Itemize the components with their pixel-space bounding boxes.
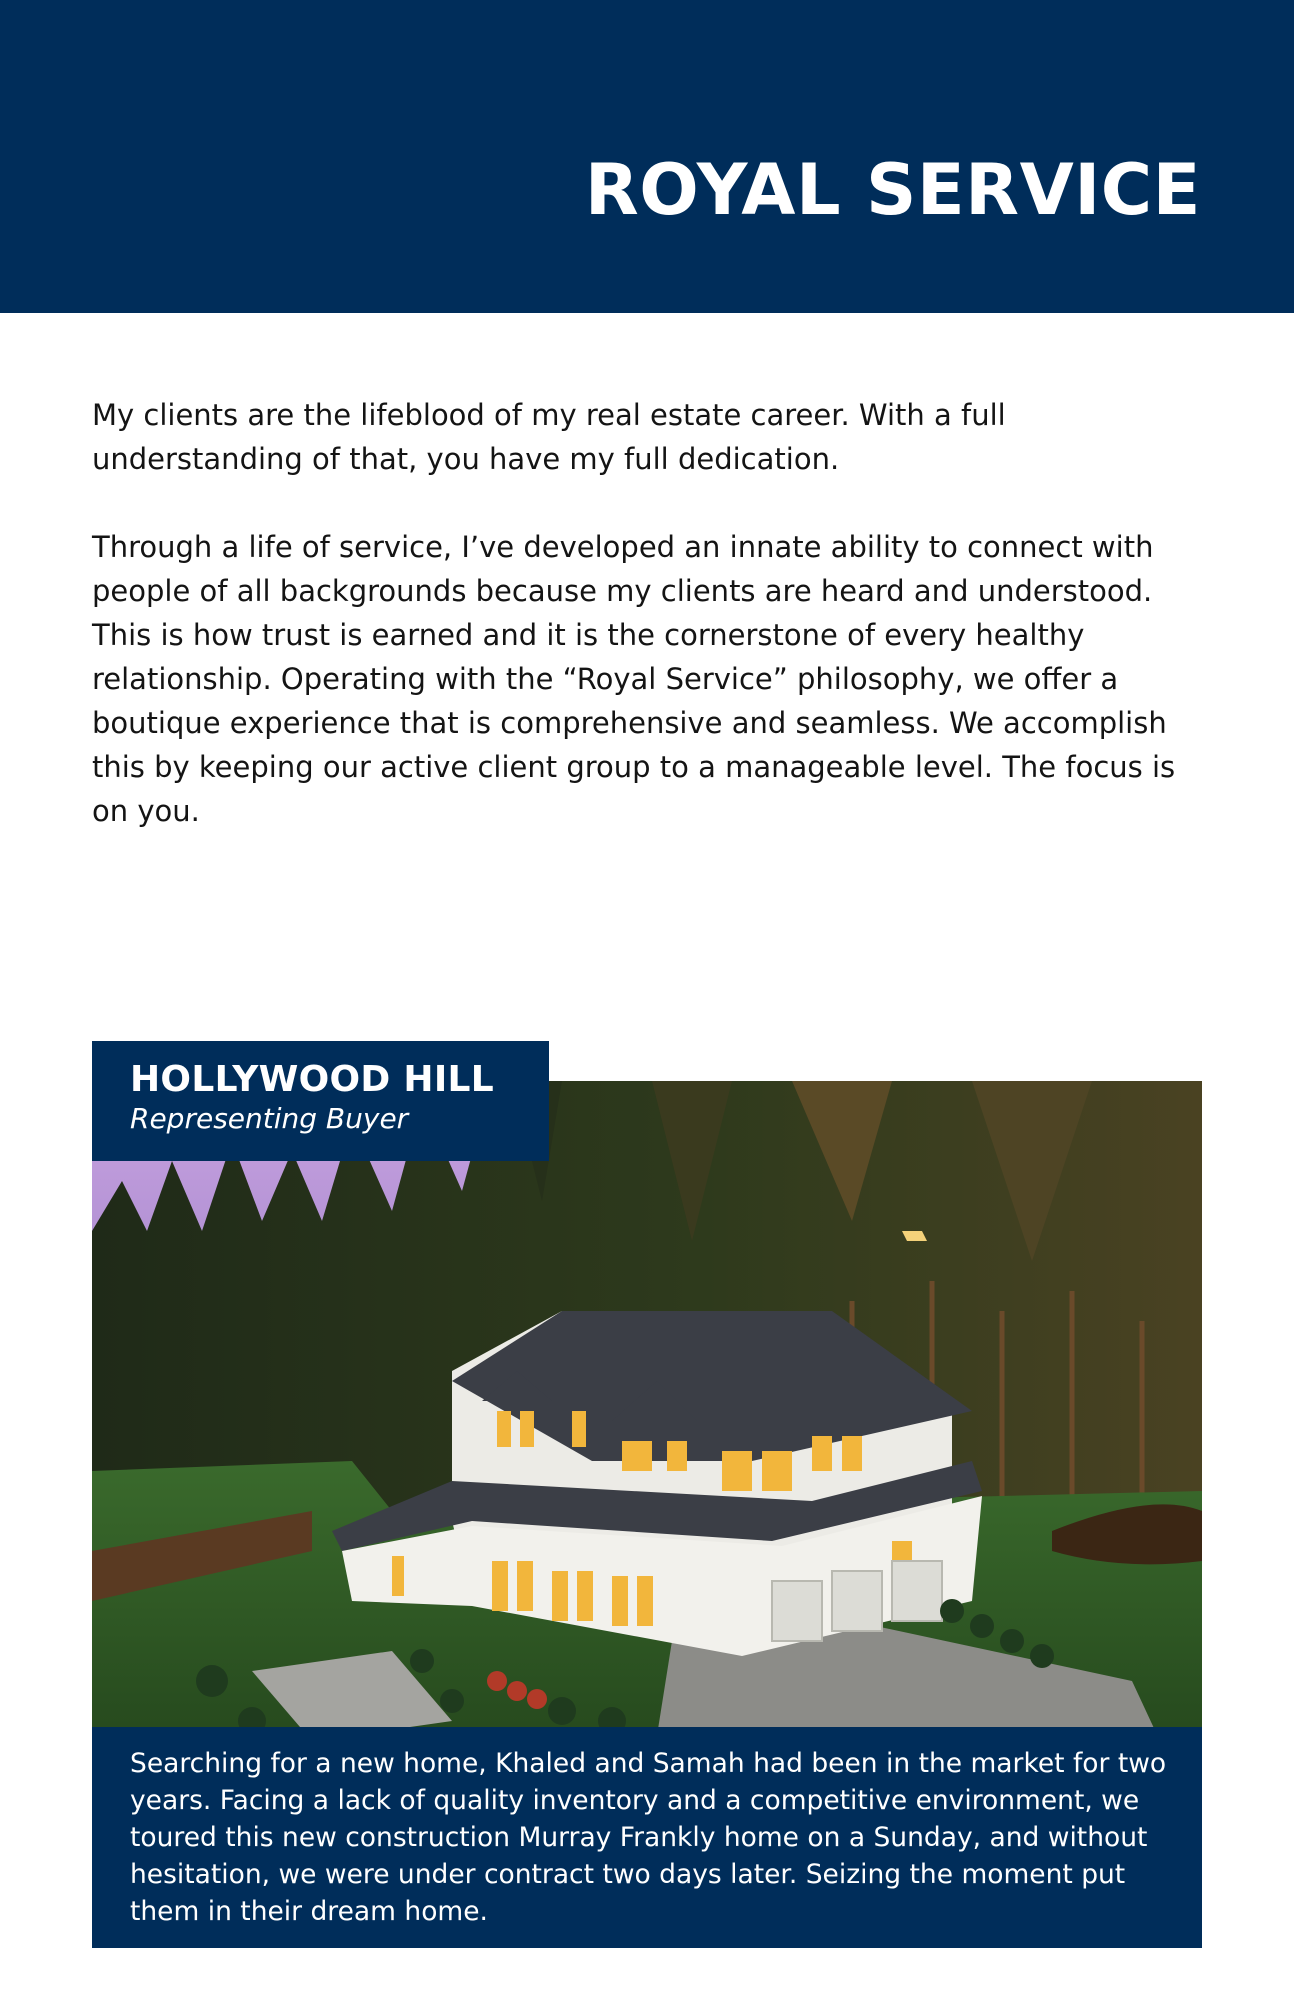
caption-text: Searching for a new home, Khaled and Samah had been in the market for two years. Facing a lack of quality inventory and a competitive environment, we toured this new construction Murray Frankly home on a Sunday, and without hesitation, we were under contract two days later. Seizing the moment put them in their dream home. — [130, 1748, 1167, 1927]
representation-role: Representing Buyer — [130, 1102, 409, 1135]
property-name: HOLLYWOOD HILL — [130, 1059, 495, 1100]
property-title-tab — [92, 1041, 549, 1161]
page-title: ROYAL SERVICE — [584, 149, 1201, 231]
intro-section — [92, 393, 1212, 877]
intro-paragraph: Through a life of service, I’ve developed an innate ability to connect with people of all backgrounds because my clients are heard and understood. This is how trust is earned and it is the cornerstone of every healthy relationship. Operating with the “Royal Service” philosophy, we offer a boutique experience that is comprehensive and seamless. We accomplish this by keeping our active client group to a manageable level. The focus is on you. — [92, 530, 1176, 828]
header-band — [0, 0, 1294, 313]
intro-paragraph: My clients are the lifeblood of my real estate career. With a full understanding of that, you have my full dedication. — [92, 398, 1006, 476]
house-photo — [92, 1081, 1202, 1767]
property-feature — [92, 1041, 1202, 1948]
property-caption — [92, 1727, 1202, 1948]
